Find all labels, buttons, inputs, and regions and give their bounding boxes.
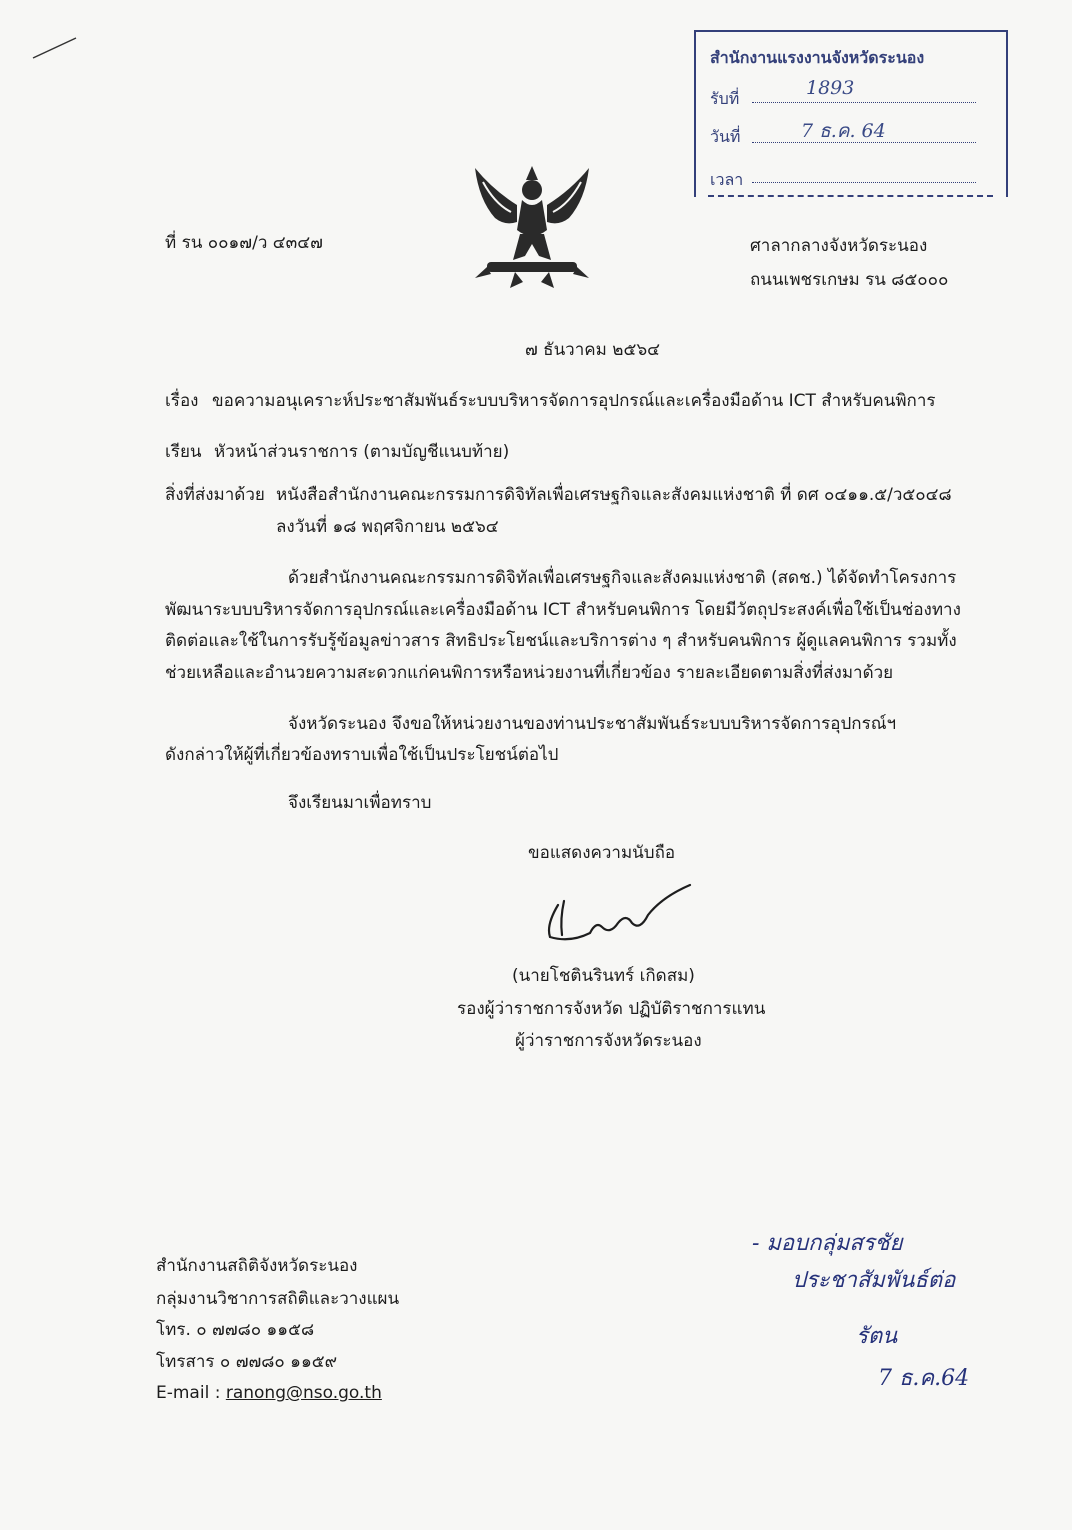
stamp-dashed-line [708, 195, 993, 197]
signer-title-2: ผู้ว่าราชการจังหวัดระนอง [515, 1031, 702, 1051]
body-p2-line-1: จังหวัดระนอง จึงขอให้หน่วยงานของท่านประชาสัมพันธ์ระบบบริหารจัดการอุปกรณ์ฯ [288, 714, 897, 734]
stamp-office: สำนักงานแรงงานจังหวัดระนอง [710, 48, 925, 67]
handwritten-note-date: 7 ธ.ค.64 [878, 1366, 970, 1391]
handwritten-note-line-1: - มอบกลุ่มสรชัย [752, 1231, 903, 1256]
stamp-time-label: เวลา [710, 170, 744, 189]
recipient-text: หัวหน้าส่วนราชการ (ตามบัญชีแนบท้าย) [214, 442, 510, 462]
footer-email-link[interactable]: ranong@nso.go.th [225, 1383, 382, 1403]
reference-number: ที่ รน ๐๐๑๗/ว ๔๓๔๗ [165, 233, 323, 253]
handwritten-signature [540, 875, 700, 955]
subject-text: ขอความอนุเคราะห์ประชาสัมพันธ์ระบบบริหารจัดการอุปกรณ์และเครื่องมือด้าน ICT สำหรับคนพิการ [212, 391, 936, 411]
stamp-received-label: รับที่ [710, 89, 740, 108]
footer-office: สำนักงานสถิติจังหวัดระนอง [156, 1256, 358, 1276]
handwritten-note-line-2: ประชาสัมพันธ์ต่อ [792, 1268, 956, 1293]
footer-fax: โทรสาร ๐ ๗๗๘๐ ๑๑๕๙ [156, 1352, 338, 1372]
scan-mark [30, 34, 80, 62]
closing-line: จึงเรียนมาเพื่อทราบ [288, 793, 432, 813]
body-p2-line-2: ดังกล่าวให้ผู้ที่เกี่ยวข้องทราบเพื่อใช้เป็นประโยชน์ต่อไป [165, 745, 559, 765]
receiving-stamp [694, 30, 1008, 197]
letter-date: ๗ ธันวาคม ๒๕๖๔ [525, 340, 660, 360]
body-p1-line-2: พัฒนาระบบบริหารจัดการอุปกรณ์และเครื่องมือด้าน ICT สำหรับคนพิการ โดยมีวัตถุประสงค์เพื่อใช้เป็นช่องทาง [165, 600, 961, 620]
address-line-1: ศาลากลางจังหวัดระนอง [750, 236, 928, 256]
recipient-label: เรียน [165, 442, 202, 462]
footer-tel: โทร. ๐ ๗๗๘๐ ๑๑๕๘ [156, 1320, 315, 1340]
footer-group: กลุ่มงานวิชาการสถิติและวางแผน [156, 1289, 400, 1309]
address-line-2: ถนนเพชรเกษม รน ๘๕๐๐๐ [750, 270, 949, 290]
body-p1-line-1: ด้วยสำนักงานคณะกรรมการดิจิทัลเพื่อเศรษฐกิจและสังคมแห่งชาติ (สดช.) ได้จัดทำโครงการ [288, 568, 957, 588]
signer-name: (นายโชตินรินทร์ เกิดสม) [512, 966, 695, 986]
stamp-received-value: 1893 [806, 77, 855, 99]
handwritten-note-initial: รัตน [856, 1324, 898, 1349]
enclosure-line-1: หนังสือสำนักงานคณะกรรมการดิจิทัลเพื่อเศรษฐกิจและสังคมแห่งชาติ ที่ ดศ ๐๔๑๑.๕/ว๕๐๔๘ [276, 485, 952, 505]
body-p1-line-3: ติดต่อและใช้ในการรับรู้ข้อมูลข่าวสาร สิทธิประโยชน์และบริการต่าง ๆ สำหรับคนพิการ ผู้ดูแลคนพิการ รวมทั้ง [165, 631, 957, 651]
enclosure-line-2: ลงวันที่ ๑๘ พฤศจิกายน ๒๕๖๔ [276, 517, 499, 537]
body-p1-line-4: ช่วยเหลือและอำนวยความสะดวกแก่คนพิการหรือหน่วยงานที่เกี่ยวข้อง รายละเอียดตามสิ่งที่ส่งมาด้วย [165, 663, 894, 683]
regards-text: ขอแสดงความนับถือ [528, 843, 676, 863]
garuda-emblem-icon [465, 160, 600, 295]
footer-email-label: E-mail : [156, 1383, 226, 1403]
stamp-date-value: 7 ธ.ค. 64 [801, 120, 886, 142]
stamp-date-label: วันที่ [710, 127, 741, 146]
subject-label: เรื่อง [165, 391, 199, 411]
enclosure-label: สิ่งที่ส่งมาด้วย [165, 485, 265, 505]
signer-title-1: รองผู้ว่าราชการจังหวัด ปฏิบัติราชการแทน [457, 999, 766, 1019]
footer-email-row [156, 1385, 382, 1402]
